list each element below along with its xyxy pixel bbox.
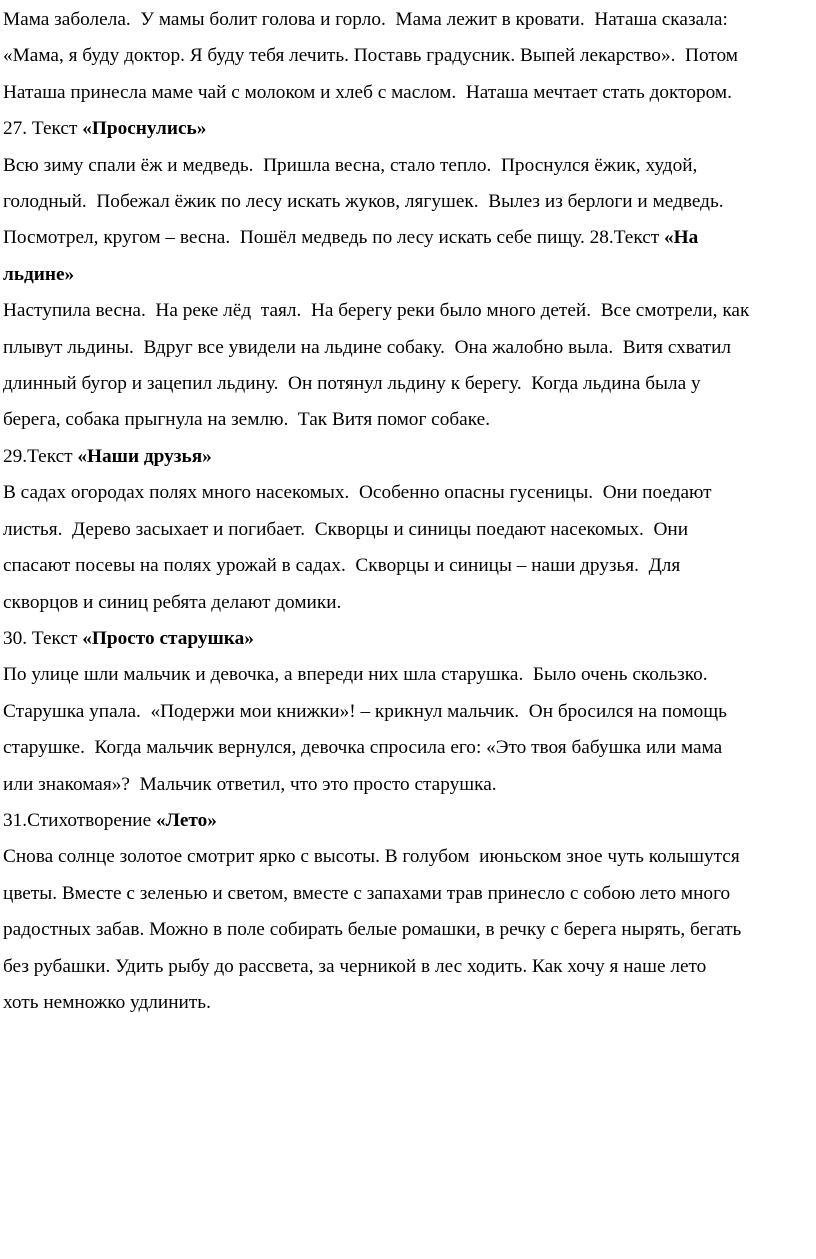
text-run: 29.Текст <box>3 445 78 467</box>
text-run: спасают посевы на полях урожай в садах. Скворцы и синицы – наши друзья. Для <box>3 555 681 577</box>
text-line <box>3 38 810 74</box>
text-run: Наступила весна. На реке лёд таял. На берегу реки было много детей. Все смотрели, как <box>3 300 750 322</box>
text-title: льдине» <box>3 263 75 285</box>
text-line <box>3 2 810 38</box>
text-run: хоть немножко удлинить. <box>3 991 211 1013</box>
text-run: радостных забав. Можно в поле собирать белые ромашки, в речку с берега нырять, бегать <box>3 919 742 941</box>
text-line <box>3 257 810 293</box>
text-run: В садах огородах полях много насекомых. Особенно опасны гусеницы. Они поедают <box>3 482 712 504</box>
text-line <box>3 75 810 111</box>
text-run: По улице шли мальчик и девочка, а впереди них шла старушка. Было очень скользко. <box>3 664 708 686</box>
document-body <box>3 2 810 1021</box>
text-title: «Наши друзья» <box>77 445 212 467</box>
text-title: «На <box>664 227 699 249</box>
text-run: или знакомая»? Мальчик ответил, что это просто старушка. <box>3 773 497 795</box>
text-line <box>3 330 810 366</box>
text-run: 31.Стихотворение <box>3 809 156 831</box>
text-line <box>3 985 810 1021</box>
text-line <box>3 111 810 147</box>
text-run: плывут льдины. Вдруг все увидели на льдине собаку. Она жалобно выла. Витя схватил <box>3 336 732 358</box>
text-run: 27. Текст <box>3 118 83 140</box>
text-line <box>3 402 810 438</box>
text-line <box>3 621 810 657</box>
text-run: длинный бугор и зацепил льдину. Он потянул льдину к берегу. Когда льдина была у <box>3 373 701 395</box>
text-line <box>3 949 810 985</box>
text-line <box>3 184 810 220</box>
text-line <box>3 293 810 329</box>
text-run: Снова солнце золотое смотрит ярко с высоты. В голубом июньском зное чуть колышутся <box>3 846 740 868</box>
text-run: без рубашки. Удить рыбу до рассвета, за черникой в лес ходить. Как хочу я наше лето <box>3 955 707 977</box>
text-run: «Мама, я буду доктор. Я буду тебя лечить. Поставь градусник. Выпей лекарство». Потом <box>3 45 739 67</box>
text-run: Мама заболела. У мамы болит голова и горло. Мама лежит в кровати. Наташа сказала: <box>3 9 728 30</box>
text-line <box>3 585 810 621</box>
text-line <box>3 876 810 912</box>
text-run: скворцов и синиц ребята делают домики. <box>3 591 342 613</box>
text-run: листья. Дерево засыхает и погибает. Скворцы и синицы поедают насекомых. Они <box>3 518 689 540</box>
text-line <box>3 694 810 730</box>
text-line <box>3 839 810 875</box>
text-line <box>3 439 810 475</box>
text-title: «Лето» <box>156 809 217 831</box>
text-line <box>3 366 810 402</box>
text-line <box>3 803 810 839</box>
text-run: старушке. Когда мальчик вернулся, девочка спросила его: «Это твоя бабушка или мама <box>3 737 723 759</box>
text-title: «Проснулись» <box>82 118 207 140</box>
text-line <box>3 657 810 693</box>
text-run: цветы. Вместе с зеленью и светом, вместе с запахами трав принесло с собою лето много <box>3 882 731 904</box>
text-line <box>3 912 810 948</box>
text-run: Всю зиму спали ёж и медведь. Пришла весна, стало тепло. Проснулся ёжик, худой, <box>3 154 698 176</box>
text-line <box>3 475 810 511</box>
text-run: Старушка упала. «Подержи мои книжки»! – крикнул мальчик. Он бросился на помощь <box>3 700 727 722</box>
text-line <box>3 548 810 584</box>
text-line <box>3 767 810 803</box>
text-title: «Просто старушка» <box>82 627 254 649</box>
text-run: Наташа принесла маме чай с молоком и хлеб с маслом. Наташа мечтает стать доктором. <box>3 81 732 103</box>
text-line <box>3 220 810 256</box>
text-run: голодный. Побежал ёжик по лесу искать жуков, лягушек. Вылез из берлоги и медведь. <box>3 191 724 213</box>
text-run: 30. Текст <box>3 627 83 649</box>
text-line <box>3 148 810 184</box>
text-line <box>3 512 810 548</box>
text-run: берега, собака прыгнула на землю. Так Витя помог собаке. <box>3 409 491 431</box>
text-line <box>3 730 810 766</box>
text-run: Посмотрел, кругом – весна. Пошёл медведь по лесу искать себе пищу. 28.Текст <box>3 227 665 249</box>
